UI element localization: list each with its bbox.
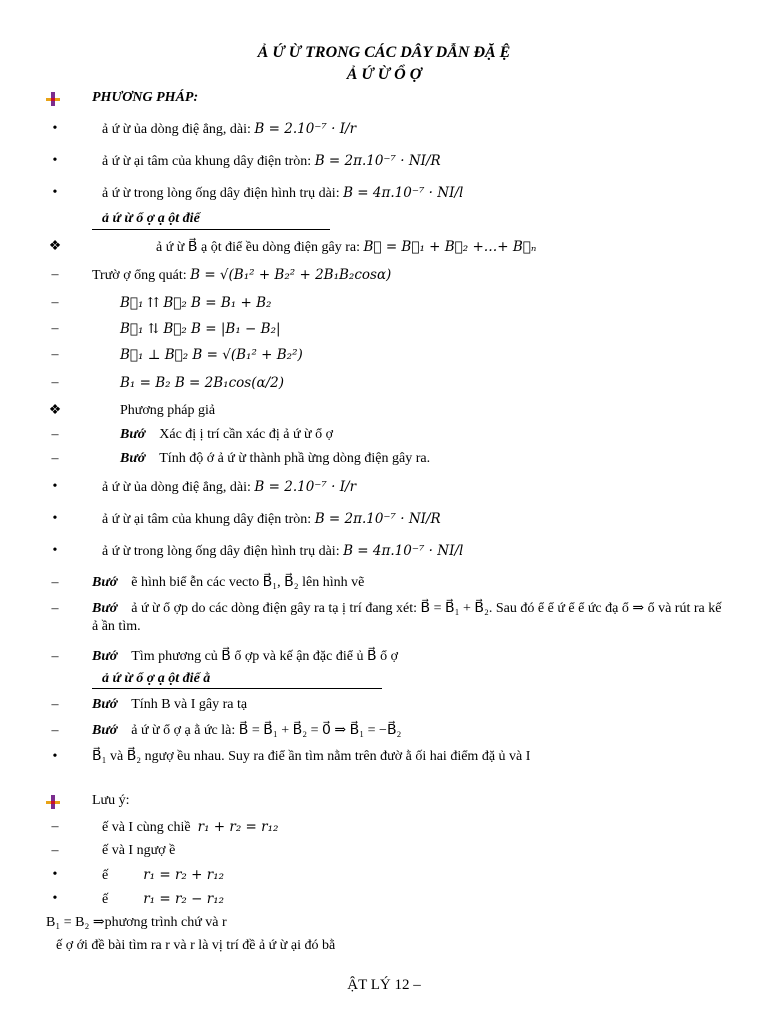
plus-bullet-icon [46,795,60,809]
document-page: Ả Ứ Ừ TRONG CÁC DÂY DẪN ĐẶ Ệ Ả Ứ Ừ Ổ Ợ PHƯƠNG PHÁP: • ả ứ ừ ủa dòng điệ ẳng, dài: B = 2.10⁻⁷ · I/r • ả ứ ừ ại tâm của khung dây điện tròn: B = 2π.10⁻⁷ · NI/R • ả ứ ừ trong lòng ống dây điện hình trụ dài: B = 4π.10⁻⁷ · NI/l ả ứ ừ ổ ợ ạ ột điể ❖ ả ứ ừ B⃗ ạ ột điể ều dòng điện gây ra: B⃗ = B⃗₁ + B⃗₂ +…+ B⃗ₙ – Trườ ợ ổng quát: B = √(B₁² + B₂² + 2B₁B₂cosα) – B⃗₁ ⇈ B⃗₂ B = B₁ + B₂ – B⃗₁ ⇅ B⃗₂ B = |B₁ − B₂| – B⃗₁ ⊥ B⃗₂ B = √(B₁² + B₂²) – B₁ = B₂ B = 2B₁cos(α/2) ❖ Phương pháp giả – Bướ Xác đị ị trí cần xác đị ả ứ ừ ổ ợ – Bướ Tính độ ớ ả ứ ừ thành phầ ừng dòng điện gây ra. • ả ứ ừ ủa dòng điệ ẳng, dài: B = 2.10⁻⁷ · I/r • ả ứ ừ ại tâm của khung dây điện tròn: B = 2π.10⁻⁷ · NI/R • ả ứ ừ trong lòng ống dây điện hình trụ dài: B = 4π.10⁻⁷ · NI/l – Bướ ẽ hình biể ễn các vecto B⃗₁, B⃗₂ lên hình vẽ – Bướ ả ứ ừ ổ ợp do các dòng điện gây ra tạ ị trí đang xét: B⃗ = B⃗₁ + B⃗₂. Sau đó ể ể ứ ể ể ức đạ ổ ⇒ ổ và rút ra kế ả ần tìm. – Bướ Tìm phương củ B⃗ ổ ợp và kế ận đặc điể ủ B⃗ ổ ợ ả ứ ừ ổ ợ ạ ột điể ằ – Bướ Tính B và I gây ra tạ – Bướ ả ứ ừ ổ ợ ạ ằ ức là: B⃗ = B⃗₁ + B⃗₂ = 0⃗ ⇒ B⃗₁ = −B⃗₂ • B⃗₁ và B⃗₂ ngượ ều nhau. Suy ra điể ần tìm nằm trên đườ ằ ối hai điểm đặ ủ và I Lưu ý: – ế và I cùng chiề r₁ + r₂ = r₁₂ – ế và I ngượ ề • ế r₁ = r₂ + r₁₂ • ế r₁ = r₂ − r₁₂ B₁ = B₂ ⇒phương trình chứ và r ế ợ ới đề bài tìm ra r và r là vị trí đề ả ứ ừ ại đó bằ ẬT LÝ 12 – [0,0,768,1024]
section-rule [92,688,382,689]
step-row-wrapped: – Bướ ả ứ ừ ổ ợp do các dòng điện gây ra tạ ị trí đang xét: B⃗ = B⃗₁ + B⃗₂. Sau đó ể ể ứ ể ể ức đạ ổ ⇒ ổ và rút ra kế ả ần tìm. [51,601,722,634]
method-heading: PHƯƠNG PHÁP: [92,90,199,105]
final-line: ế ợ ới đề bài tìm ra r và r là vị trí đề ả ứ ừ ại đó bằ [56,938,336,953]
plus-bullet-icon [46,92,60,106]
final-line: B₁ = B₂ ⇒phương trình chứ và r [46,915,227,930]
page-footer: ẬT LÝ 12 – [347,977,421,993]
title-line-2: Ả Ứ Ừ Ổ Ợ [346,66,422,83]
section-rule [92,229,330,230]
section-heading-2: ả ứ ừ ổ ợ ạ ột điể ằ [102,671,211,686]
section-heading-1: ả ứ ừ ổ ợ ạ ột điể [102,211,200,226]
title-line-1: Ả Ứ Ừ TRONG CÁC DÂY DẪN ĐẶ Ệ [257,44,511,61]
note-heading: Lưu ý: [92,793,130,808]
conclusion-row: • B⃗₁ và B⃗₂ ngượ ều nhau. Suy ra điể ần tìm nằm trên đườ ằ ối hai điểm đặ ủ và I [52,749,531,764]
